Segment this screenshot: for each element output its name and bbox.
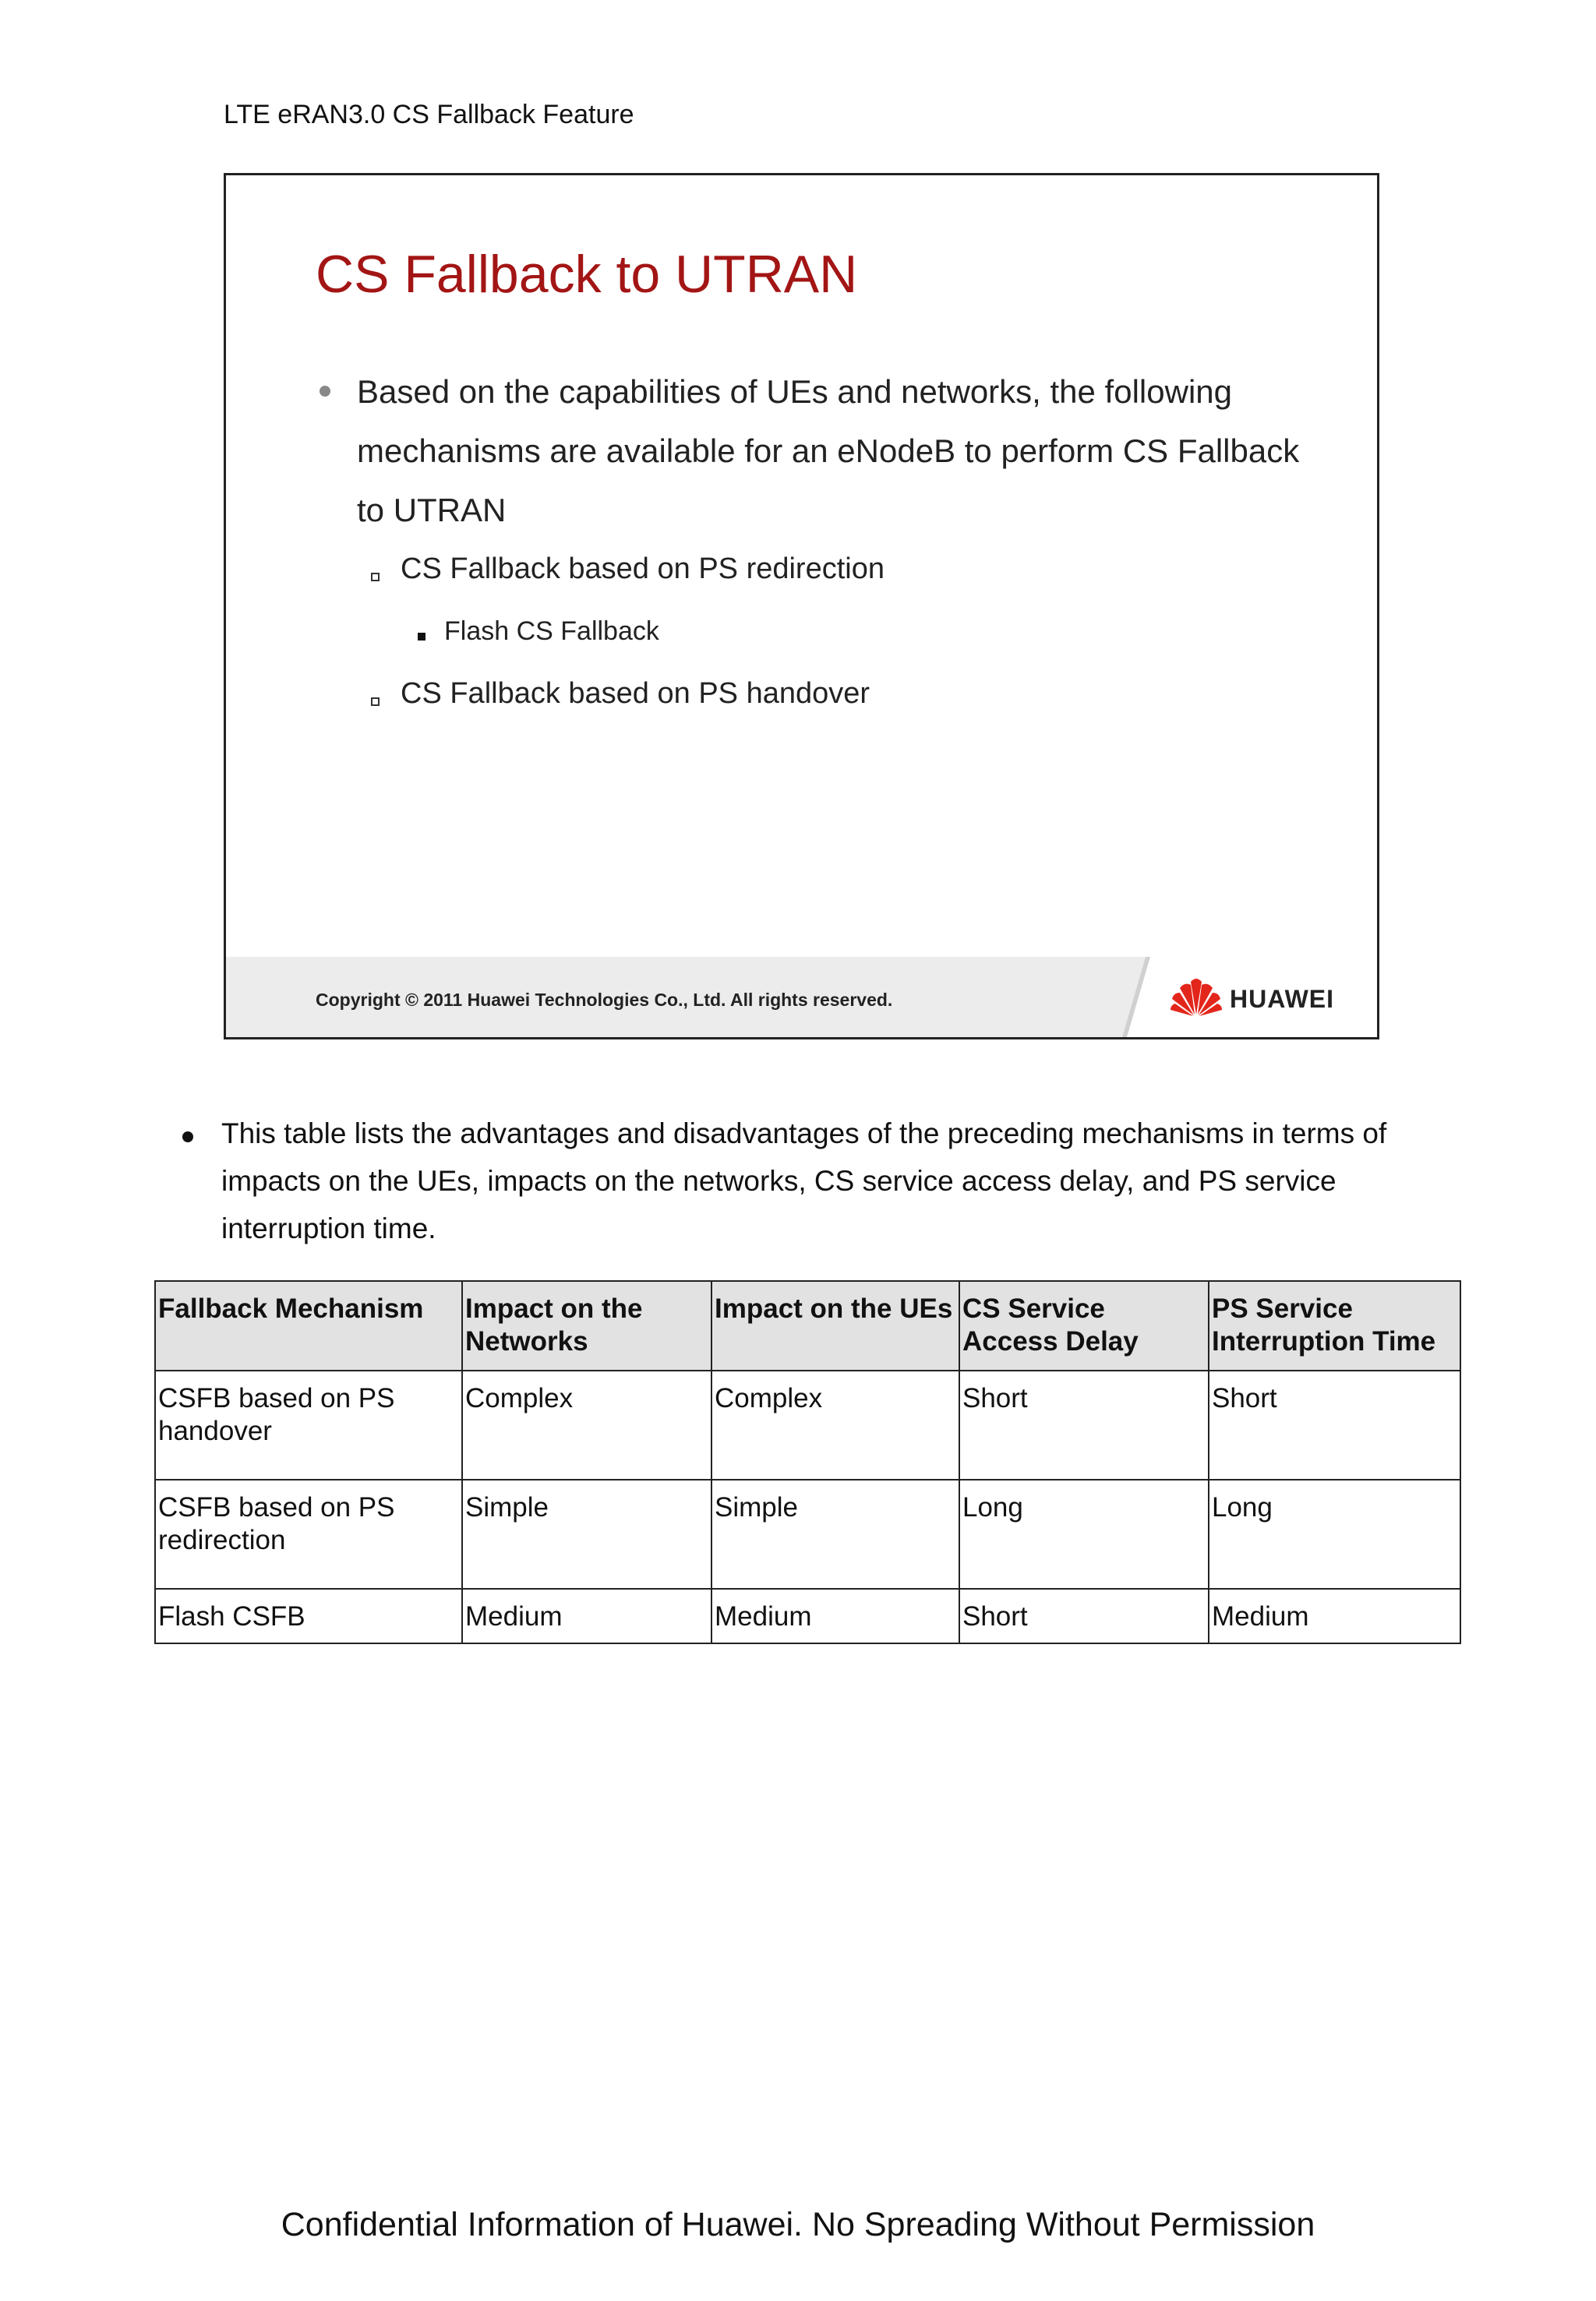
table-row bbox=[155, 1589, 1460, 1643]
huawei-logo bbox=[1169, 974, 1356, 1021]
table-row bbox=[155, 1371, 1460, 1480]
sub-sub-bullet-flash: Flash CS Fallback bbox=[444, 616, 659, 646]
page-header-title: LTE eRAN3.0 CS Fallback Feature bbox=[224, 100, 634, 129]
slide-footer-bar bbox=[226, 957, 1377, 1037]
header-ps-interruption-time: PS Service Interruption Time bbox=[1209, 1281, 1460, 1371]
table-cell: Simple bbox=[462, 1480, 711, 1589]
sub-bullet-handover: CS Fallback based on PS handover bbox=[401, 677, 870, 710]
table-cell: Medium bbox=[711, 1589, 959, 1643]
header-impact-ues: Impact on the UEs bbox=[711, 1281, 959, 1371]
filled-square-bullet-icon bbox=[418, 633, 425, 641]
slide-main-bullet: Based on the capabilities of UEs and networks, the following mechanisms are available for an eNodeB to perform CS Fallback to UTRAN bbox=[357, 373, 1300, 528]
header-cs-access-delay: CS Service Access Delay bbox=[959, 1281, 1209, 1371]
huawei-flower-icon bbox=[1169, 974, 1223, 1018]
header-fallback-mechanism: Fallback Mechanism bbox=[155, 1281, 462, 1371]
table-row bbox=[155, 1480, 1460, 1589]
table-cell: Medium bbox=[1209, 1589, 1460, 1643]
table-cell: Long bbox=[1209, 1480, 1460, 1589]
huawei-logo-text: HUAWEI bbox=[1230, 985, 1334, 1013]
comparison-table bbox=[154, 1280, 1461, 1644]
table-cell: Long bbox=[959, 1480, 1209, 1589]
table-cell: Medium bbox=[462, 1589, 711, 1643]
slide-title: CS Fallback to UTRAN bbox=[316, 245, 858, 304]
hollow-square-bullet-icon bbox=[371, 573, 380, 581]
intro-paragraph: This table lists the advantages and disadvantages of the preceding mechanisms in terms of impacts on the UEs, impacts on the networks, CS service access delay, and PS service interruption time. bbox=[221, 1117, 1387, 1244]
table-cell: Complex bbox=[711, 1371, 959, 1480]
table-cell: Short bbox=[959, 1589, 1209, 1643]
slide-copyright: Copyright © 2011 Huawei Technologies Co., Ltd. All rights reserved. bbox=[316, 990, 893, 1010]
table-header-row bbox=[155, 1281, 1460, 1371]
slide-image bbox=[224, 173, 1379, 1039]
table-cell: Short bbox=[1209, 1371, 1460, 1480]
hollow-square-bullet-icon bbox=[371, 697, 380, 706]
page-footer: Confidential Information of Huawei. No Spreading Without Permission bbox=[281, 2206, 1315, 2243]
table-cell: Short bbox=[959, 1371, 1209, 1480]
table-cell: Flash CSFB bbox=[155, 1589, 462, 1643]
table-cell: CSFB based on PS redirection bbox=[155, 1480, 462, 1589]
table-cell: Simple bbox=[711, 1480, 959, 1589]
bullet-dot-icon bbox=[320, 386, 330, 397]
bullet-dot-icon bbox=[182, 1131, 193, 1142]
header-impact-networks: Impact on the Networks bbox=[462, 1281, 711, 1371]
table-cell: CSFB based on PS handover bbox=[155, 1371, 462, 1480]
table-cell: Complex bbox=[462, 1371, 711, 1480]
sub-bullet-redirection: CS Fallback based on PS redirection bbox=[401, 552, 885, 585]
